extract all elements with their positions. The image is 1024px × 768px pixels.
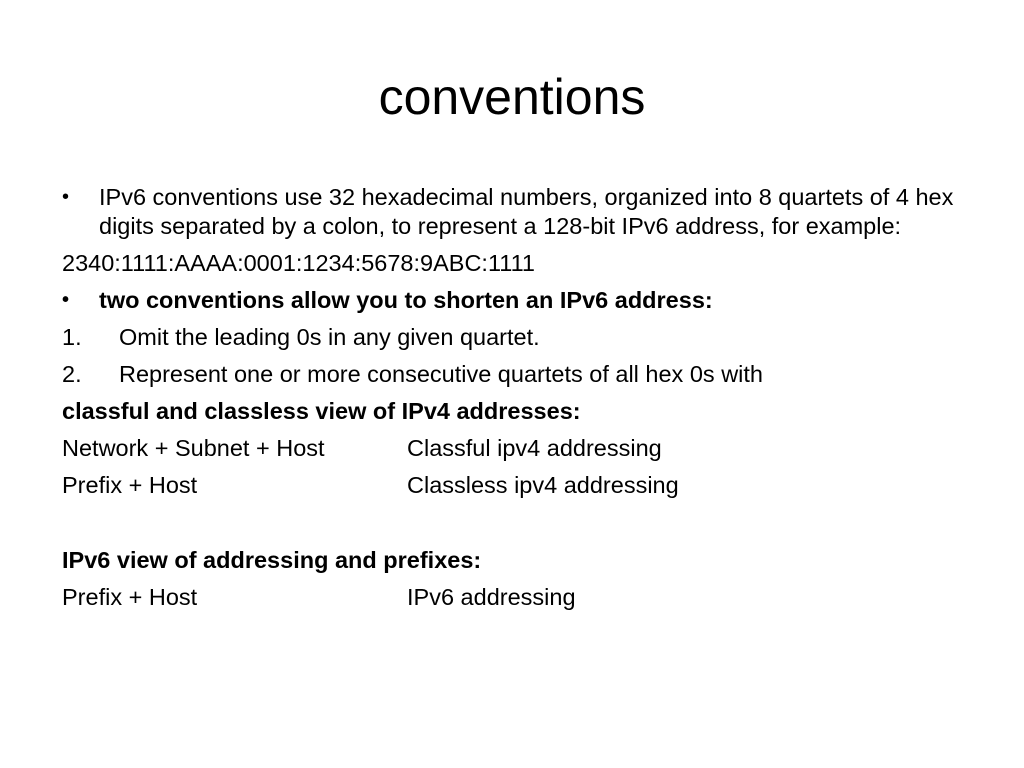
slide-title: conventions xyxy=(378,69,646,125)
bullet-ipv6-intro xyxy=(62,183,972,241)
numbered-item-1 xyxy=(62,323,972,352)
bullet-dot-icon: • xyxy=(62,289,70,311)
spacer xyxy=(62,508,972,546)
example-address: 2340:1111:AAAA:0001:1234:5678:9ABC:1111 xyxy=(62,250,535,276)
row-left: Prefix + Host xyxy=(62,584,198,610)
ipv6-heading: IPv6 view of addressing and prefixes: xyxy=(62,547,482,573)
slide-body xyxy=(62,183,972,620)
bullet-shorten-heading xyxy=(62,286,972,315)
ipv4-row-classless xyxy=(62,471,972,500)
ipv4-row-classful xyxy=(62,434,972,463)
numbered-text: Omit the leading 0s in any given quartet. xyxy=(119,324,540,350)
bullet-text: IPv6 conventions use 32 hexadecimal numbers, organized into 8 quartets of 4 hex digits separated by a colon, to represent a 128-bit IPv6 address, for example: xyxy=(99,184,954,239)
ipv6-row xyxy=(62,583,972,612)
bullet-text: two conventions allow you to shorten an IPv6 address: xyxy=(99,287,713,313)
bullet-dot-icon: • xyxy=(62,186,70,208)
classful-heading: classful and classless view of IPv4 addresses: xyxy=(62,398,581,424)
row-right: IPv6 addressing xyxy=(407,584,576,610)
numbered-marker: 1. xyxy=(62,324,82,350)
numbered-text: Represent one or more consecutive quartets of all hex 0s with xyxy=(119,361,763,387)
numbered-marker: 2. xyxy=(62,361,82,387)
numbered-item-2 xyxy=(62,360,972,389)
row-right: Classless ipv4 addressing xyxy=(407,472,679,498)
row-left: Network + Subnet + Host xyxy=(62,435,325,461)
row-right: Classful ipv4 addressing xyxy=(407,435,662,461)
row-left: Prefix + Host xyxy=(62,472,198,498)
